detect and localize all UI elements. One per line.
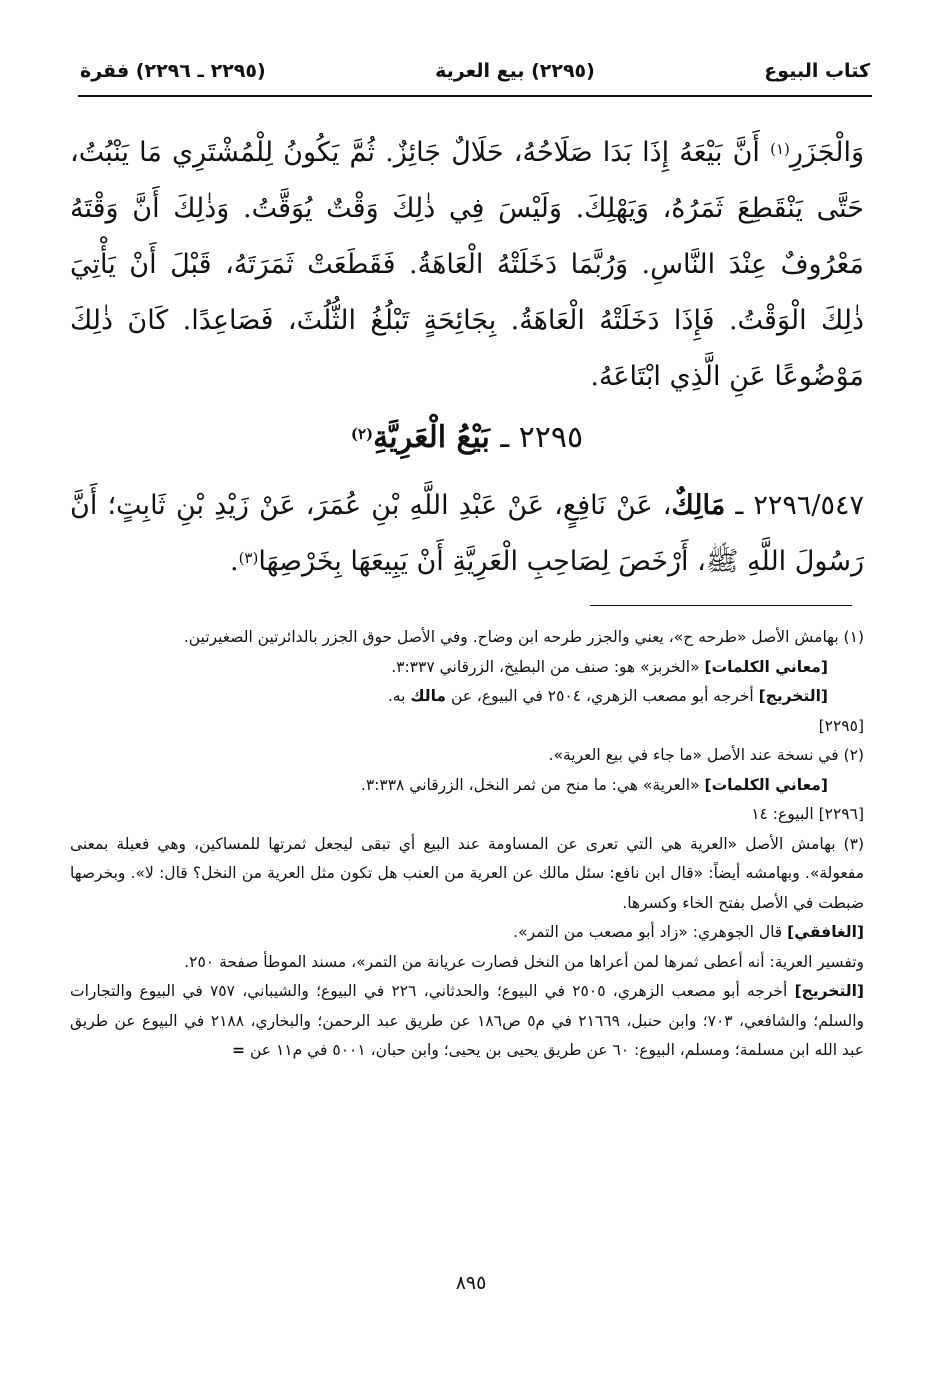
main-paragraph xyxy=(70,125,864,405)
footnote-2-text: (٢) في نسخة عند الأصل «ما جاء في بيع العرية». xyxy=(548,746,864,764)
words-text: «العرية» هي: ما منح من ثمر النخل، الزرقاني ٣:٣٣٨. xyxy=(360,775,705,794)
header-paragraph-range: (٢٢٩٥ ـ ٢٢٩٦) فقرة xyxy=(80,60,266,82)
hadith-block xyxy=(70,478,864,590)
words-text: «الخربز» هو: صنف من البطيخ، الزرقاني ٣:٣٣٧. xyxy=(391,657,705,676)
footnote-1-words xyxy=(70,653,864,683)
main-text-block xyxy=(70,125,864,405)
header-chapter-title: (٢٢٩٥) بيع العرية xyxy=(435,60,595,82)
footnote-3-takhrij xyxy=(70,977,864,1066)
takhrij-label: [التخريج] xyxy=(758,687,828,705)
takhrij-name: مالك xyxy=(410,687,447,705)
words-label: [معاني الكلمات] xyxy=(704,775,828,794)
footnote-marker-2: (٢) xyxy=(350,425,374,443)
footnote-1-takhrij xyxy=(70,682,864,712)
footnote-3-tafsir: وتفسير العرية: أنه أعطى ثمرها لمن أعراها من النخل فصارت عريانة من التمر»، مسند الموطأ صفحة ٢٥٠. xyxy=(184,952,864,971)
ghafiqi-label: [الغافقي] xyxy=(787,923,864,941)
header-rule xyxy=(78,95,872,97)
hadith-end: . xyxy=(229,546,239,577)
footnote-separator xyxy=(590,605,852,606)
hadith-text: ، عَنْ نَافِعٍ، عَنْ عَبْدِ اللَّهِ بْنِ عُمَرَ، عَنْ زَيْدِ بْنِ ثَابِتٍ؛ أَنَّ رَسُولَ اللَّهِ ﷺ، أَرْخَصَ لِصَاحِبِ الْعَرِيَّةِ أَنْ يَبِيعَهَا بِخَرْصِهَا xyxy=(70,490,864,577)
running-header xyxy=(80,54,870,88)
footnote-3-ghafiqi xyxy=(70,918,864,948)
main-body-text: أَنَّ بَيْعَهُ إِذَا بَدَا صَلَاحُهُ، حَلَالٌ جَائِزٌ. ثُمَّ يَكُونُ لِلْمُشْتَرِي مَا يَنْبُتُ، حَتَّى يَنْقَطِعَ ثَمَرُهُ، وَيَهْلِكَ. وَلَيْسَ فِي ذٰلِكَ وَقْتٌ يُوَقَّتُ. وَذٰلِكَ أَنَّ وَقْتَهُ مَعْرُوفٌ عِنْدَ النَّاسِ. وَرُبَّمَا دَخَلَتْهُ الْعَاهَةُ. فَقَطَعَتْ ثَمَرَتَهُ، قَبْلَ أَنْ يَأْتِيَ ذٰلِكَ الْوَقْتُ. فَإِذَا دَخَلَتْهُ الْعَاهَةُ. بِجَائِحَةٍ تَبْلُغُ الثُّلُثَ، فَصَاعِدًا. كَانَ ذٰلِكَ مَوْضُوعًا عَنِ الَّذِي ابْتَاعَهُ. xyxy=(70,137,865,392)
page-number: ٨٩٥ xyxy=(455,1272,487,1294)
reference-2296: [٢٢٩٦] البيوع: ١٤ xyxy=(751,805,864,823)
footnote-marker-3: (٣) xyxy=(238,549,259,567)
section-number: ٢٢٩٥ ـ xyxy=(500,420,584,455)
footnotes-block xyxy=(70,623,864,1066)
footnote-1-text: (١) بهامش الأصل «طرحه ح»، يعني والجزر طرحه ابن وضاح. وفي الأصل حوق الجزر بالدائرتين الصغيرتين. xyxy=(183,628,864,646)
section-heading xyxy=(70,418,864,458)
words-label: [معاني الكلمات] xyxy=(704,657,828,676)
hadith-paragraph xyxy=(70,478,864,590)
main-lead-word: وَالْجَزَرِ xyxy=(789,137,864,168)
takhrij-label: [التخريج] xyxy=(794,982,864,1000)
takhrij-text: أخرجه أبو مصعب الزهري، ٢٥٠٥ في البيوع؛ والحدثاني، ٢٢٦ في البيوع؛ والشيباني، ٧٥٧ في البيوع والتجارات والسلم؛ والشافعي، ٧٠٣؛ وابن حنبل، ٢١٦٦٩ في م٥ ص١٨٦ عن طريق عبد الرحمن؛ والبخاري، ٢١٨٨ في البيوع عن طريق عبد الله ابن مسلمة؛ ومسلم، البيوع: ٦٠ عن طريق يحيى بن يحيى؛ وابن حبان، ٥٠٠١ في م١١ عن xyxy=(70,982,865,1059)
header-book-title: كتاب البيوع xyxy=(764,60,870,82)
hadith-narrator: مَالِكٌ xyxy=(671,490,726,521)
footnote-marker-1: (١) xyxy=(770,140,790,158)
ghafiqi-text: قال الجوهري: «زاد أبو مصعب من التمر». xyxy=(513,923,788,941)
footnote-2-words xyxy=(70,771,864,801)
footnote-3-text: (٣) بهامش الأصل «العرية هي التي تعرى عن المساومة عند البيع أي تبقى ليجعل ثمرتها للمساكين، وهي فعيلة بمعنى مفعولة». وبهامشه أيضاً: «قال ابن نافع: سئل مالك عن العرية من العنب هل تكون مثل العرية من النخل؟ قال: لا». وبخرصها ضبطت في الأصل بفتح الخاء وكسرها. xyxy=(70,834,864,912)
section-title: بَيْعُ الْعَرِيَّةِ xyxy=(373,420,490,455)
takhrij-end: به. xyxy=(387,687,411,705)
reference-2295: [٢٢٩٥] xyxy=(818,716,864,735)
hadith-number: ٢٢٩٦/٥٤٧ ـ xyxy=(735,490,864,521)
takhrij-text: أخرجه أبو مصعب الزهري، ٢٥٠٤ في البيوع، عن xyxy=(446,687,759,705)
continuation-mark: = xyxy=(232,1041,246,1059)
